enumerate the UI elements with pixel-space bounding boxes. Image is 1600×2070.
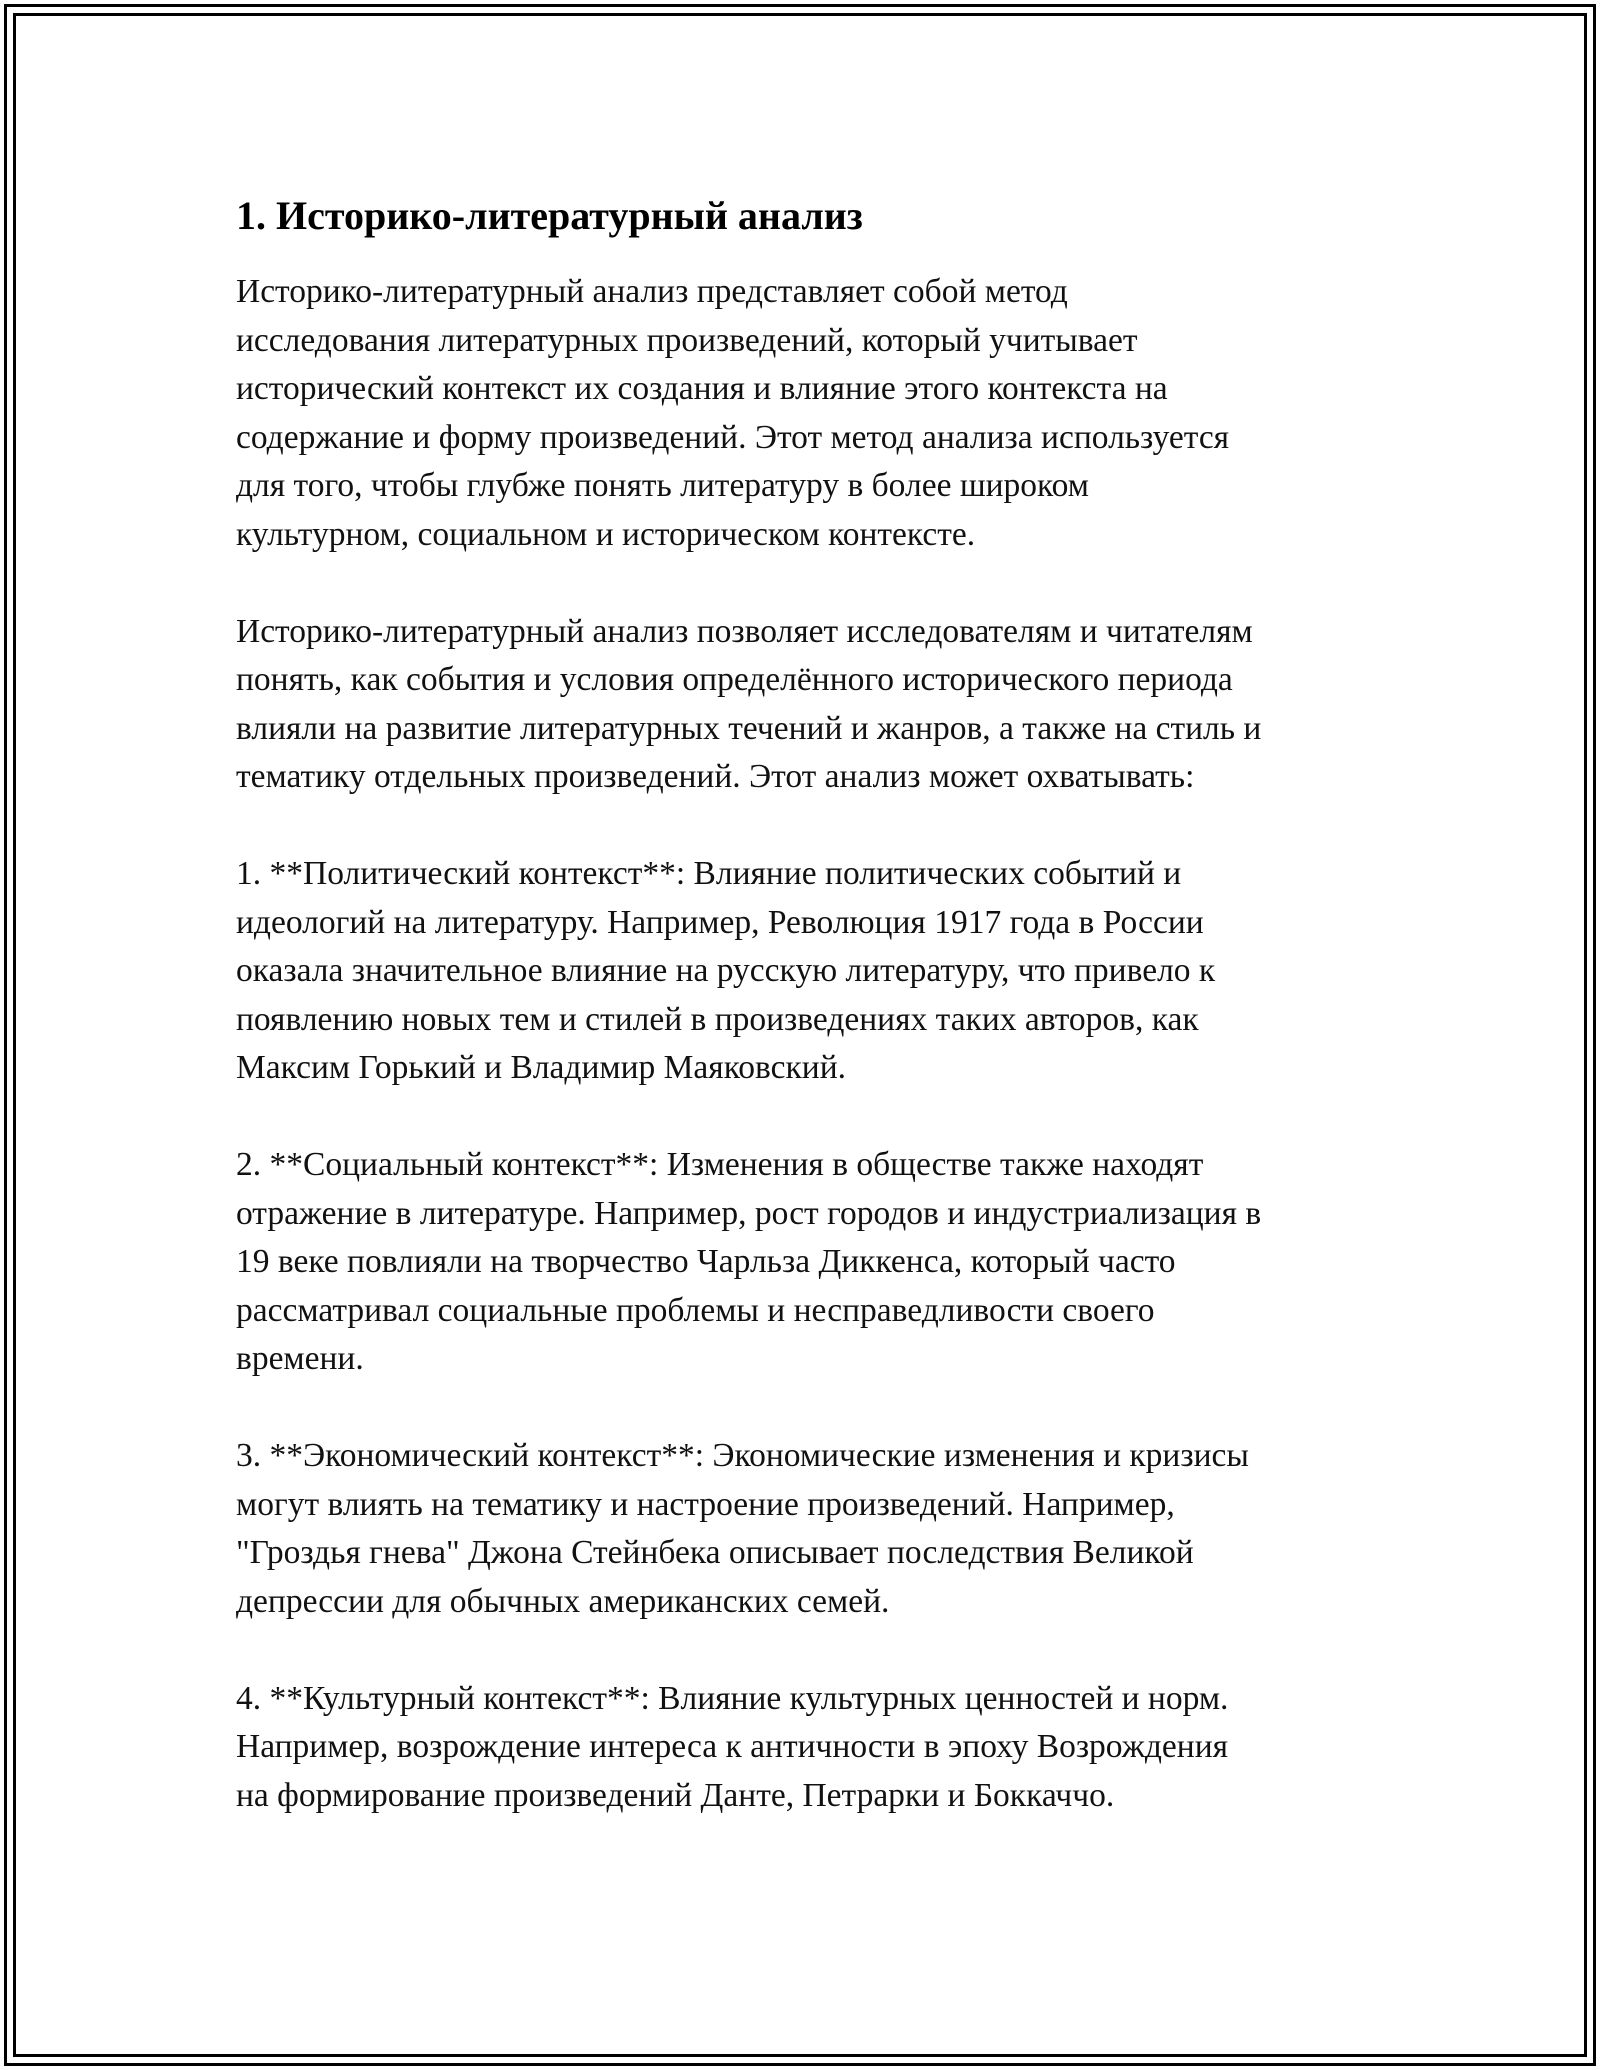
paragraph-spacer: [236, 802, 1376, 851]
document-body: [236, 188, 1376, 1820]
overview-paragraph: Историко-литературный анализ позволяет исследователям и читателям понять, как события и условия определённого исторического периода влияли на развитие литературных течений и жанров, а также на стиль и тематику отдельных произведений. Этот анализ может охватывать:: [236, 612, 1262, 795]
intro-paragraph: Историко-литературный анализ представляет собой метод исследования литературных произведений, который учитывает исторический контекст их создания и влияние этого контекста на содержание и форму произведений. Этот метод анализа используется для того, чтобы глубже понять литературу в более широком культурном, социальном и историческом контексте.: [236, 273, 1230, 553]
list-item-social-context: 2. **Социальный контекст**: Изменения в обществе также находят отражение в литературе. Например, рост городов и индустриализация в 19 веке повлияли на творчество Чарльза Диккенса, который часто рассматривал социальные проблемы и несправедливости своего времени.: [236, 1146, 1262, 1377]
paragraph-spacer: [236, 1626, 1376, 1675]
list-item-political-context: 1. **Политический контекст**: Влияние политических событий и идеологий на литературу. Например, Революция 1917 года в России оказала значительное влияние на русскую литературу, что привело к появлению новых тем и стилей в произведениях таких авторов, как Максим Горький и Владимир Маяковский.: [236, 855, 1216, 1086]
paragraph-spacer: [236, 1093, 1376, 1142]
section-heading: 1. Историко-литературный анализ: [236, 193, 863, 238]
list-item-cultural-context: 4. **Культурный контекст**: Влияние культурных ценностей и норм. Например, возрождение интереса к античности в эпоху Возрождения на формирование произведений Данте, Петрарки и Боккаччо.: [236, 1679, 1229, 1814]
list-item-economic-context: 3. **Экономический контекст**: Экономические изменения и кризисы могут влиять на тематику и настроение произведений. Например, "Гроздья гнева" Джона Стейнбека описывает последствия Великой депрессии для обычных американских семей.: [236, 1437, 1249, 1620]
paragraph-spacer: [236, 559, 1376, 608]
paragraph-spacer: [236, 1384, 1376, 1433]
